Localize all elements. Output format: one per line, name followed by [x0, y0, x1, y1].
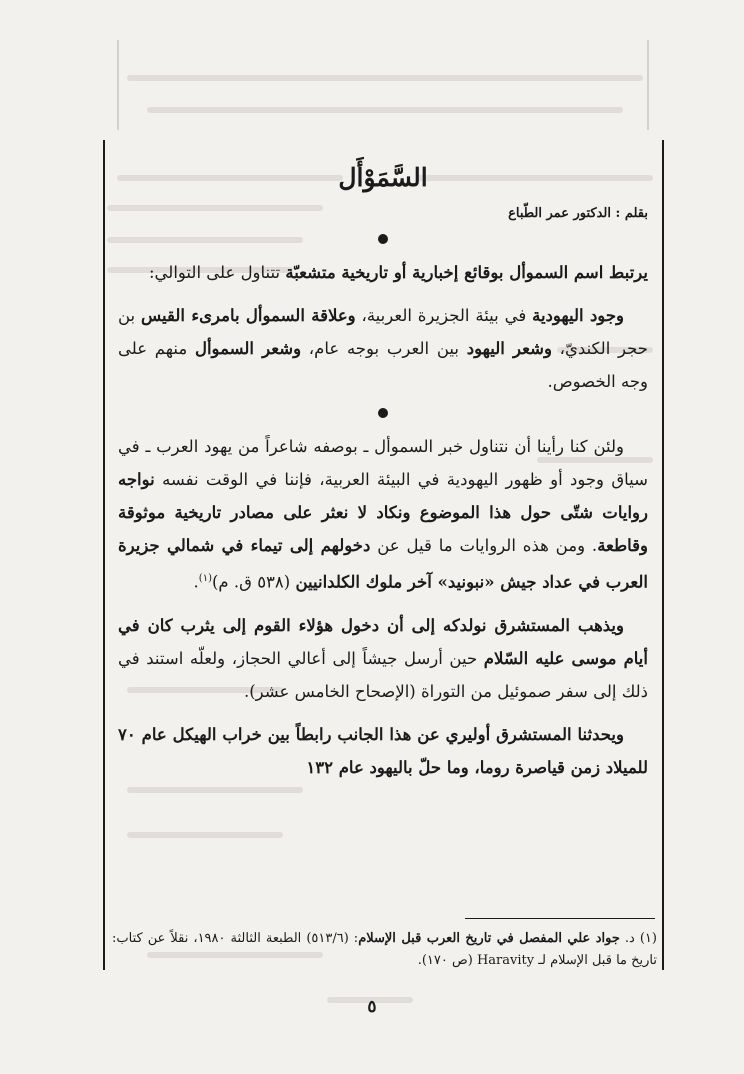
- page-number: ٥: [367, 997, 377, 1017]
- paragraph: [118, 609, 648, 708]
- text-run: . ومن هذه الروايات ما قيل عن: [370, 536, 598, 555]
- bold-text: جواد علي المفصل في تاريخ العرب قبل الإسلام: [358, 931, 620, 946]
- text-run: : (٥١٣/٦) الطبعة الثالثة ١٩٨٠، نقلاً عن كتاب: تاريخ ما قبل الإسلام لـ Haravity (ص ١٧٠).: [112, 931, 657, 968]
- section-divider-dot: [118, 406, 648, 420]
- bold-text: وشعر اليهود: [466, 339, 552, 358]
- author-byline: بقلم : الدكتور عمر الطّباع: [508, 206, 648, 221]
- text-run: منهم على وجه الخصوص.: [118, 339, 648, 391]
- bold-text: وجود اليهودية: [532, 306, 624, 325]
- text-run: في بيئة الجزيرة العربية،: [355, 306, 533, 325]
- left-frame-rule: [103, 140, 105, 970]
- text-run: ولئن كنا رأينا أن نتناول خبر السموأل ـ بوصفه شاعراً من يهود العرب ـ في سياق وجود أو ظهور اليهودية في البيئة العربية، فإننا في الوقت نفسه: [118, 437, 648, 489]
- right-frame-rule: [662, 140, 664, 970]
- paragraph: [118, 430, 648, 599]
- text-run: (١) د.: [619, 931, 657, 946]
- bold-text: نواجه روايات شتّى حول هذا الموضوع ونكاد لا نعثر على مصادر تاريخية موثوقة وقاطعة: [118, 470, 649, 555]
- paragraph: [118, 299, 648, 398]
- text-run: بين العرب بوجه عام،: [301, 339, 467, 358]
- bold-text: ويذهب المستشرق نولدكه إلى أن دخول هؤلاء القوم إلى يثرب كان في أيام موسى عليه السّلام: [118, 615, 648, 668]
- paragraph: [118, 256, 648, 289]
- bold-text: وشعر السموأل: [194, 339, 302, 358]
- footnote-separator: [465, 918, 655, 919]
- text-run: تتناول على التوالي:: [148, 263, 286, 282]
- section-divider-dot: [118, 232, 648, 246]
- bold-text: وعلاقة السموأل بامرىء القيس: [141, 306, 356, 325]
- text-run: حين أرسل جيشاً إلى أعالي الحجاز، ولعلّه استند في ذلك إلى سفر صموئيل من التوراة (الإصحاح الخامس عشر).: [118, 648, 648, 701]
- footnote: [112, 928, 657, 972]
- footnote-ref: (١): [198, 573, 212, 584]
- paragraph: [118, 718, 648, 784]
- text-run: .: [193, 572, 199, 592]
- text-run: (٥٣٨ ق. م): [211, 572, 296, 592]
- bold-text: ويحدثنا المستشرق أوليري عن هذا الجانب رابطاً بين خراب الهيكل عام ٧٠ للميلاد زمن قياصرة روما، وما حلّ باليهود عام ١٣٢: [118, 724, 648, 777]
- text-run: بن حجر الكنديّ،: [118, 306, 648, 358]
- article-title: السَّمَوْأَل: [338, 163, 428, 192]
- bold-text: يرتبط اسم السموأل بوقائع إخبارية أو تاريخية متشعبّة: [285, 263, 648, 282]
- bold-text: دخولهم إلى تيماء في شمالي جزيرة العرب في عداد جيش «نبونيد» آخر ملوك الكلدانيين: [118, 536, 648, 592]
- article-body: [118, 150, 648, 784]
